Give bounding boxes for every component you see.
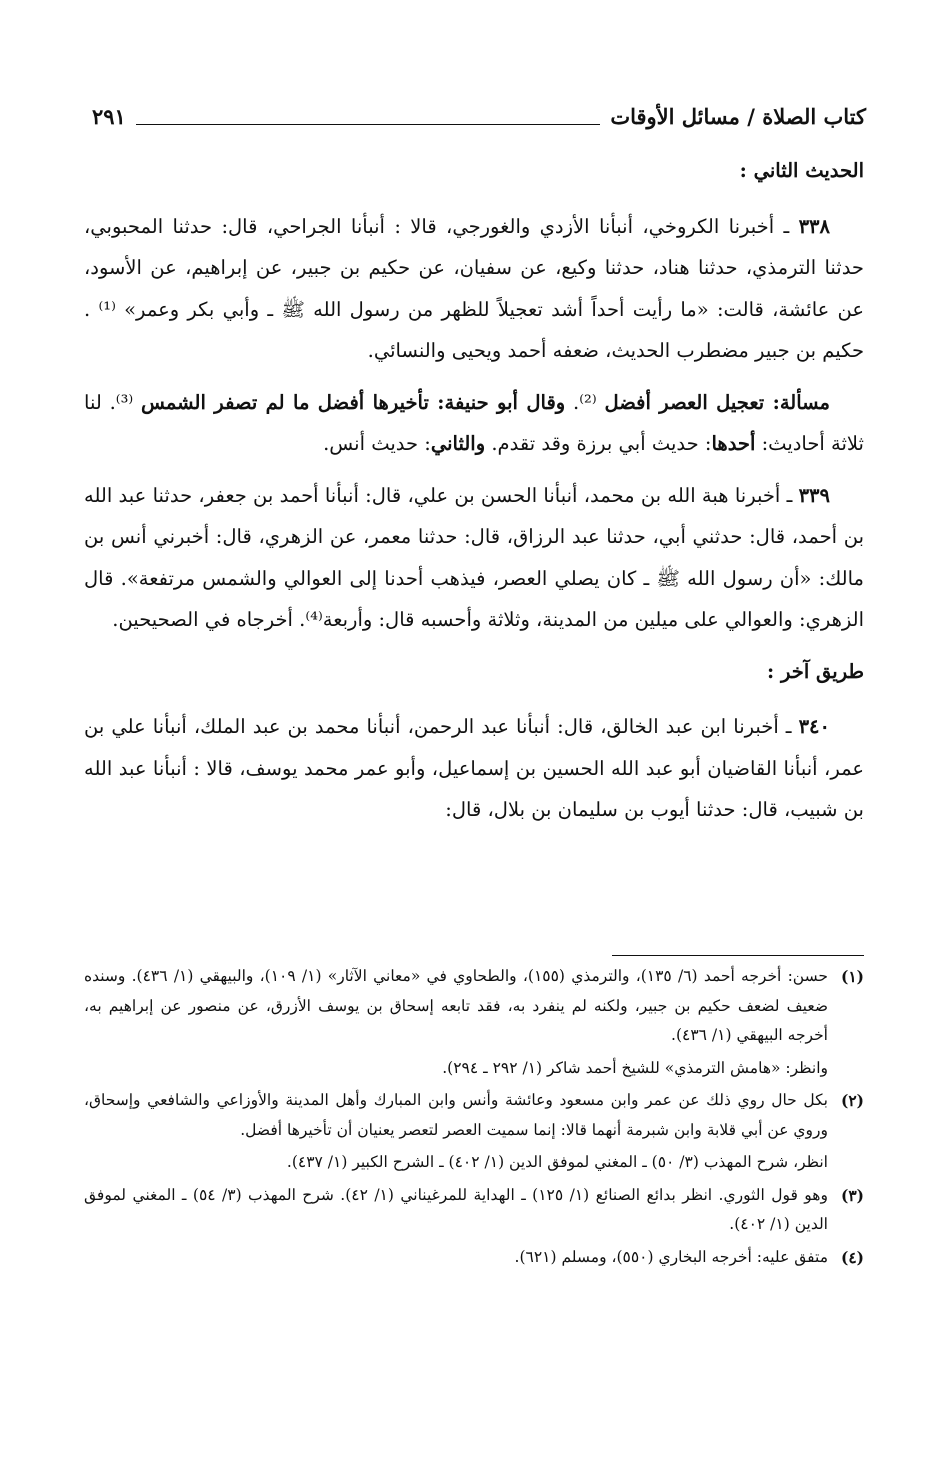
- masala-paragraph: [84, 382, 864, 465]
- footnote-text: حسن: أخرجه أحمد (٦/ ١٣٥)، والترمذي (١٥٥)، والطحاوي في «معاني الآثار» (١/ ١٠٩)، والبيهقي (١/ ٤٣٦). وسنده ضعيف لضعف حكيم بن جبير، ولكنه لم ينفرد به، فقد تابعه إسحاق بن يوسف الأزرق، عن منصور عن إبراهيم به، أخرجه البيهقي (١/ ٤٣٦).: [84, 967, 829, 1044]
- first-hadith-text: : حديث أبي برزة وقد تقدم.: [485, 432, 712, 455]
- running-header-title: كتاب الصلاة / مسائل الأوقات: [610, 103, 866, 129]
- footnote-text: وهو قول الثوري. انظر بدائع الصنائع (١/ ١٢٥) ـ الهداية للمرغيناني (١/ ٤٢). شرح المهذب (٣/ ٥٤) ـ المغني لموفق الدين (١/ ٤٠٢).: [84, 1185, 828, 1233]
- footnote-1-continuation: وانظر: «هامش الترمذي» للشيخ أحمد شاكر (١/ ٢٩٢ ـ ٢٩٤).: [442, 1058, 828, 1077]
- second-hadith-label: والثاني: [430, 432, 486, 455]
- footnotes: [84, 962, 864, 1275]
- abu-hanifa-opinion: وقال أبو حنيفة: تأخيرها أفضل ما لم تصفر الشمس: [141, 390, 566, 414]
- footnote-1: [84, 962, 864, 1051]
- masala-label: مسألة: تعجيل العصر أفضل: [604, 390, 831, 414]
- page-number: ٢٩١: [92, 103, 126, 129]
- hadith-text: ـ أخبرنا الكروخي، أنبأنا الأزدي والغورجي، قالا : أنبأنا الجراحي، قال: حدثنا المحبوبي، حدثنا الترمذي، حدثنا هناد، حدثنا وكيع، عن سفيان، عن حكيم بن جبير، عن إبراهيم، عن الأسود، عن عائشة، قالت: «ما رأيت أحداً أشد تعجيلاً للظهر من رسول الله ﷺ ـ وأبي بكر وعمر» ⁽¹⁾ . حكيم بن جبير مضطرب الحديث، ضعفه أحمد ويحيى والنسائي.: [84, 214, 865, 362]
- footnote-number: (٣): [840, 1185, 864, 1205]
- header-rule: [136, 124, 600, 125]
- footnote-separator: [612, 955, 864, 956]
- main-text: [84, 150, 864, 841]
- footnote-3: [84, 1181, 864, 1240]
- hadith-number: ٣٣٩: [798, 483, 830, 507]
- hadith-338: [84, 206, 864, 372]
- masala-rest: ⁽³⁾. لنا ثلاثة أحاديث:: [84, 390, 864, 455]
- second-hadith-text: : حديث أنس.: [323, 432, 431, 455]
- footnote-text: بكل حال روي ذلك عن عمر وابن مسعود وعائشة وأنس وابن المبارك وأهل المدينة والأوزاعي والشافعي وإسحاق، وروي عن أبي قلابة وابن شبرمة أنهما قالا: إنما سميت العصر لتعصر يعنيان أن تأخيرها أفضل.: [84, 1091, 828, 1139]
- hadith-340: [84, 706, 864, 831]
- footnote-4: [84, 1243, 864, 1273]
- hadith-number: ٣٤٠: [798, 715, 830, 738]
- footnote-ref-2: ⁽²⁾.: [565, 390, 605, 414]
- section-heading-another-route: طريق آخر :: [767, 659, 864, 683]
- hadith-number: ٣٣٨: [798, 214, 830, 238]
- footnote-number: (١): [840, 967, 864, 986]
- footnote-2-continuation: انظر، شرح المهذب (٣/ ٥٠) ـ المغني لموفق الدين (١/ ٤٠٢) ـ الشرح الكبير (١/ ٤٣٧).: [286, 1153, 828, 1171]
- footnote-2: [84, 1086, 864, 1145]
- footnote-number: (٢): [840, 1091, 864, 1110]
- hadith-text: ـ أخبرنا ابن عبد الخالق، قال: أنبأنا عبد الرحمن، أنبأنا محمد بن عبد الملك، أنبأنا علي بن عمر، أنبأنا القاضيان أبو عبد الله الحسين بن إسماعيل، وأبو عمر محمد يوسف، قالا : أنبأنا عبد الله بن شبيب، قال: حدثنا أيوب بن سليمان بن بلال، قال:: [84, 715, 864, 821]
- section-heading-second-hadith: الحديث الثاني :: [739, 159, 864, 182]
- hadith-text: ـ أخبرنا هبة الله بن محمد، أنبأنا الحسن بن علي، قال: أنبأنا أحمد بن جعفر، حدثنا عبد الله بن أحمد، قال: حدثني أبي، حدثنا عبد الرزاق، قال: حدثنا معمر، عن الزهري، قال: أخبرني أنس بن مالك: «أن رسول الله ﷺ ـ كان يصلي العصر، فيذهب أحدنا إلى العوالي والشمس مرتفعة». قال الزهري: والعوالي على ميلين من المدينة، وثلاثة وأحسبه قال: وأربعة⁽⁴⁾. أخرجاه في الصحيحين.: [84, 483, 864, 631]
- footnote-number: (٤): [840, 1247, 864, 1267]
- footnote-text: متفق عليه: أخرجه البخاري (٥٥٠)، ومسلم (٦٢١).: [514, 1247, 828, 1266]
- first-hadith-label: أحدها: [711, 432, 756, 455]
- running-header: [92, 96, 866, 136]
- hadith-339: [84, 475, 864, 641]
